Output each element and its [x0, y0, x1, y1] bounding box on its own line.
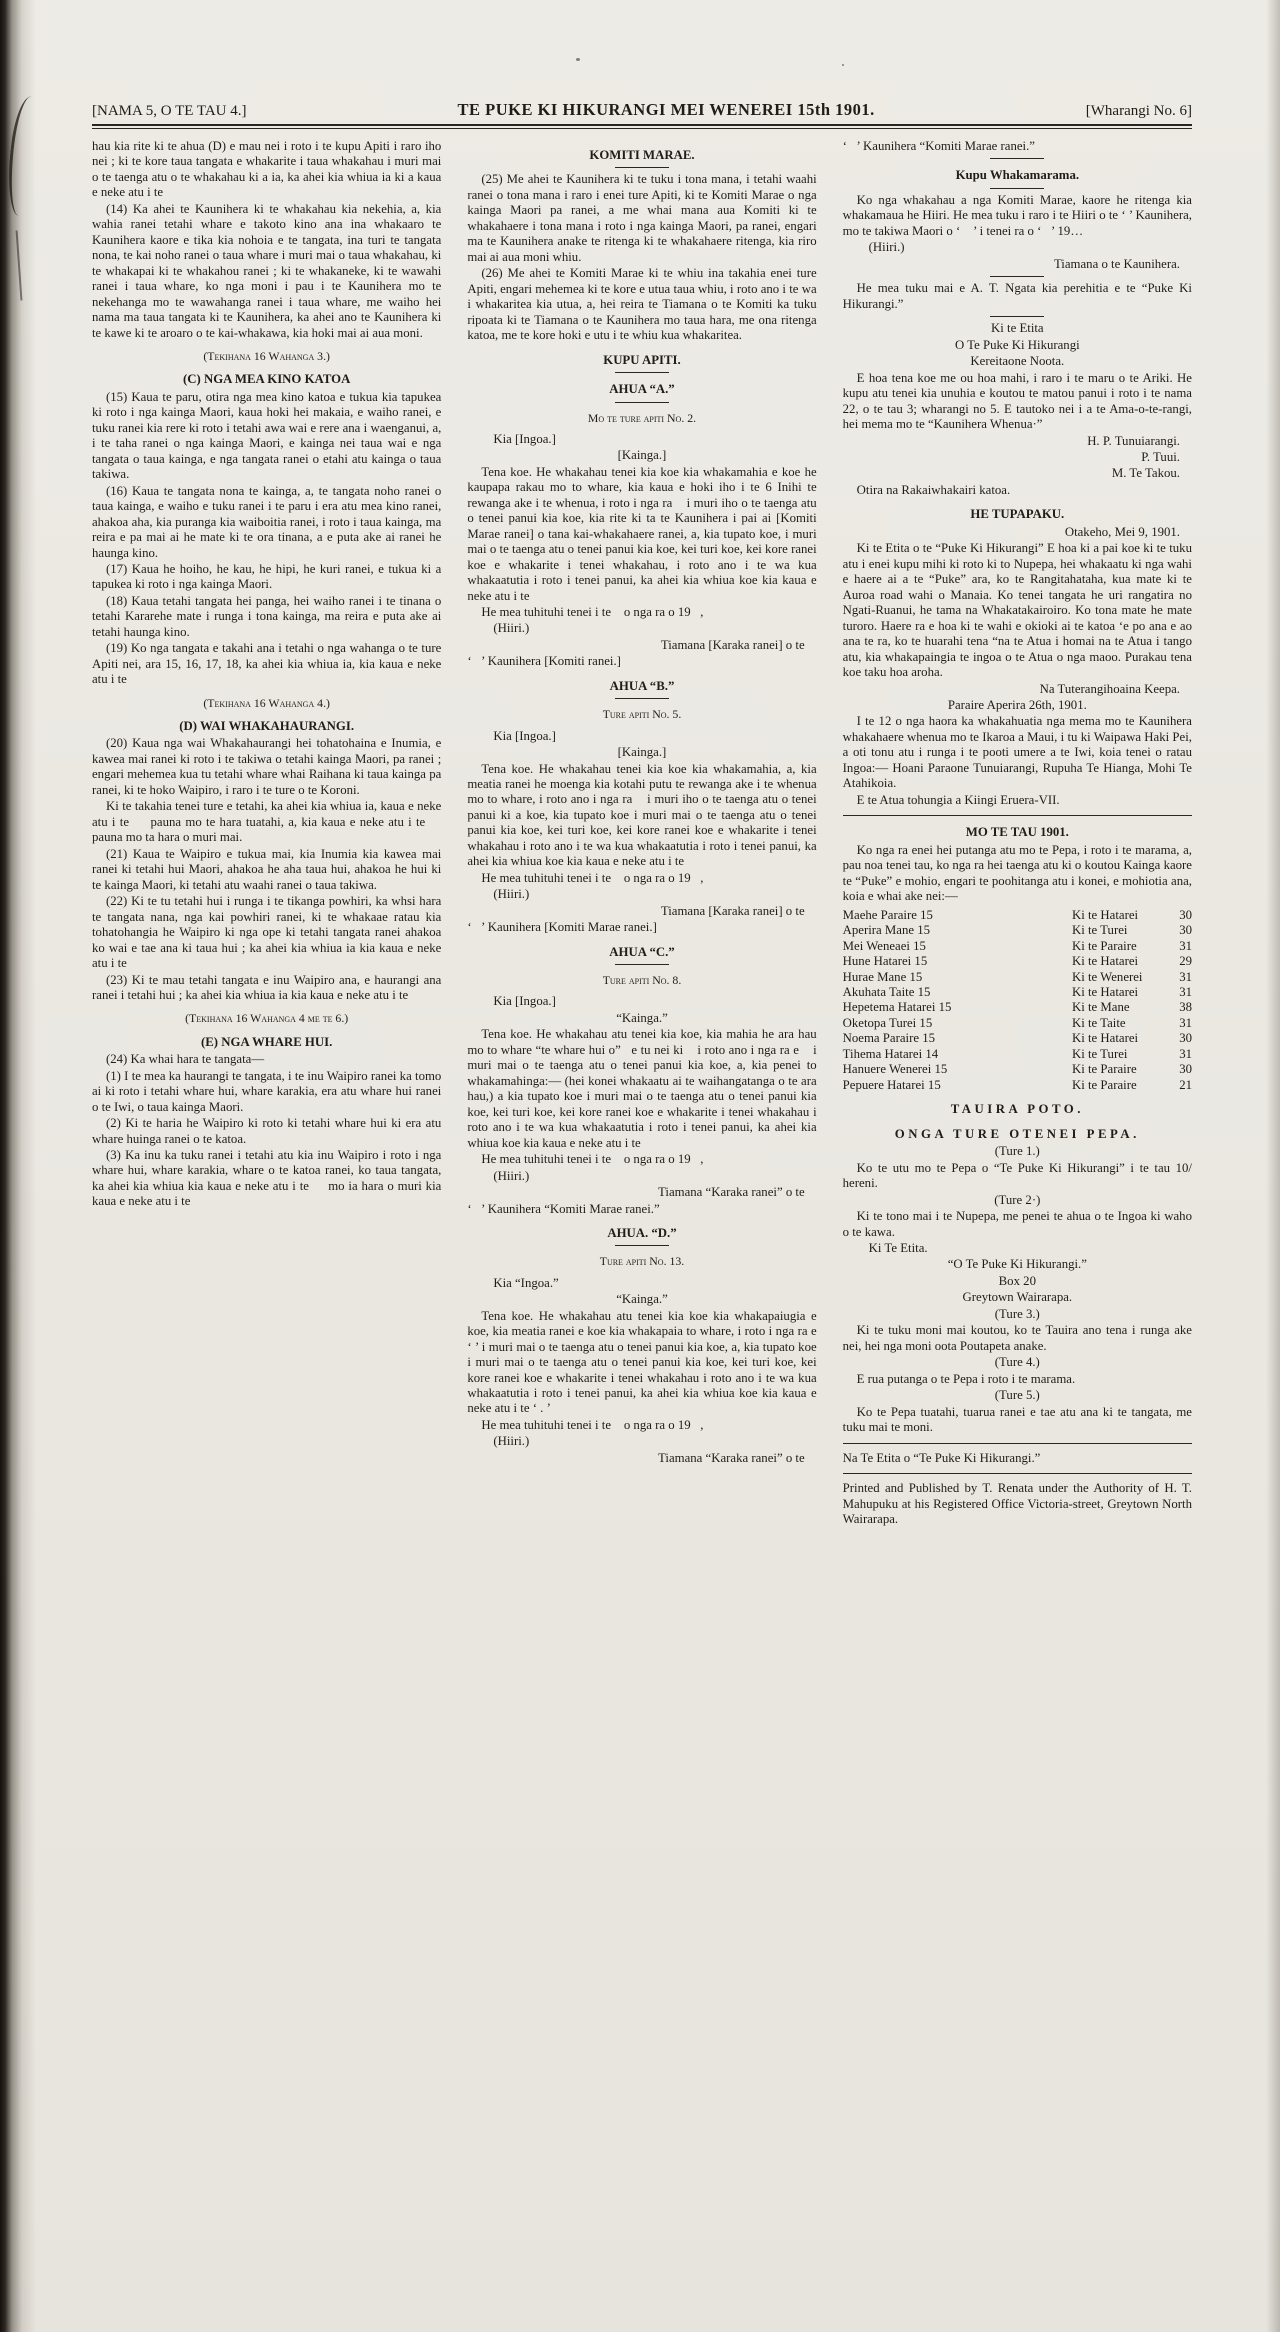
right-aligned-line: M. Te Takou.: [1111, 466, 1180, 481]
schedule-number: 30: [1179, 907, 1192, 922]
section-divider: [615, 167, 669, 168]
spaced-heading: TAUIRA POTO.: [950, 1102, 1084, 1117]
section-divider: [990, 276, 1044, 277]
paragraph: Na Te Etita o “Te Puke Ki Hikurangi.”: [842, 1450, 1041, 1465]
schedule-date: Akuhata Taite 15: [842, 984, 931, 999]
masthead: [92, 100, 1192, 120]
schedule-date: Hurae Mane 15: [842, 969, 923, 984]
paragraph: (23) Ki te mau tetahi tangata e inu Waipiro ana, e haurangi ana ranei i tetahi hui ; ka ahei kia whiua ia kia kaua e neke atu i te: [92, 972, 442, 1002]
paragraph: ‘ ’ Kaunihera “Komiti Marae ranei.”: [842, 139, 1035, 153]
indented-line: Kia “Ingoa.”: [493, 1275, 559, 1290]
paragraph: Ki te tuku moni mai koutou, ko te Tauira ano tena i runga ake nei, hei nga moni oota Poutapeta anake.: [842, 1323, 1192, 1353]
right-aligned-line: P. Tuui.: [1141, 449, 1180, 464]
schedule-date: Tihema Hatarei 14: [842, 1046, 939, 1061]
paragraph: Tena koe. He whakahau tenei kia koe kia whakamahia, a, kia meatia ranei he moenga kia kotahi putu te rewanga ake i te whenua mo to whare, i roto ano i nga ra i muri iho o te taenga atu o tenei panui ki a koe, kia tupato koe i muri mai o te taenga atu o tenei panui kia koe, kei turi koe, kei kore ranei koe e whakarite i tenei whakahau i roto ano i te wa kua whakaatutia i roto i tenei panui, ka ahei kia whiua koe kia kaua e neke atu i te: [467, 761, 817, 869]
right-aligned-line: Tiamana [Karaka ranei] o te: [660, 903, 805, 918]
paragraph: Tena koe. He whakahau atu tenei kia koe kia whakapaiugia e koe, kia meatia ranei e koe kia whakapaia to whare, i roto i nga ra e ‘ ’ i muri mai o te taenga atu o tenei panui kia koe, a, kia tupato koe i muri mai o te taenga atu o tenei panui kia koe, kei turi koe, kei kore ranei koe e whakarite i tenei whakahau i roto ano i te wa kua whakaatutia i roto i tenei panui, ka ahei kia whiua koe kia kaua e neke atu i te ‘ . ’: [467, 1308, 817, 1416]
schedule-row: [843, 923, 1192, 938]
section-heading: AHUA “C.”: [609, 944, 675, 959]
section-heading: KOMITI MARAE.: [589, 148, 695, 162]
schedule-row: [843, 954, 1192, 969]
page-edge-shadow: [1266, 0, 1280, 2332]
column-container: [92, 139, 1192, 1529]
paragraph: (19) Ko nga tangata e takahi ana i tetahi o nga wahanga o te ture Apiti nei, ara 15, 16, 17, 18, ka ahei kia whiua ia, kia kaua e neke atu i te: [92, 641, 442, 687]
paragraph: Ko te Pepa tuatahi, tuarua ranei e tae atu ana ki te tangata, me tuku mai te moni.: [842, 1404, 1192, 1435]
indented-line: (Hiiri.): [493, 887, 530, 902]
paragraph: He mea tuhituhi tenei i te o nga ra o 19 ,: [481, 604, 704, 619]
centered-line: “O Te Puke Ki Hikurangi.”: [947, 1257, 1087, 1272]
schedule-row: [843, 970, 1192, 985]
indented-line: Kia [Ingoa.]: [493, 994, 556, 1009]
section-reference: (Tekihana 16 Wahanga 4 me te 6.): [185, 1011, 349, 1026]
schedule-number: 31: [1179, 1046, 1192, 1061]
schedule-row: [843, 1016, 1192, 1031]
paragraph: He mea tuhituhi tenei i te o nga ra o 19 ,: [481, 1152, 704, 1167]
section-heading: HE TUPAPAKU.: [970, 507, 1065, 522]
paragraph: (21) Kaua te Waipiro e tukua mai, kia Inumia kia kawea mai ranei ki tetahi hui Maori, ahakoa he aha taua hui, ahakoa he hui ki te kainga Maori, ki tetahi atu waahi ranei o taua takiwa.: [92, 846, 442, 892]
schedule-day: Ki te Hatarei: [1071, 1031, 1139, 1046]
paragraph: (2) Ki te haria he Waipiro ki roto ki tetahi whare hui ki era atu whare huinga ranei o te katoa.: [92, 1116, 442, 1146]
schedule-row: [843, 1062, 1192, 1077]
paragraph: He mea tuhituhi tenei i te o nga ra o 19 ,: [481, 870, 704, 885]
schedule-date: Pepuere Hatarei 15: [842, 1077, 941, 1092]
paragraph: Ki te takahia tenei ture e tetahi, ka ahei kia whiua ia, kaua e neke atu i te pauna mo te hara tuatahi, a, kia kaua e neke atu i te pauna mo ta hara o muri mai.: [92, 799, 442, 845]
paragraph: Ko nga whakahau a nga Komiti Marae, kaore he ritenga kia whakamaua he Hiiri. He mea tuku i raro i te Hiiri o te ‘ ’ Kaunihera, mo te takiwa Maori o ‘ ’ i tenei ra o ‘ ’ 19…: [842, 192, 1192, 238]
indented-line: (Hiiri.): [493, 1434, 530, 1449]
centered-line: Greytown Wairarapa.: [962, 1290, 1073, 1305]
section-heading: Kupu Whakamarama.: [955, 168, 1080, 183]
section-heading: AHUA “B.”: [609, 678, 675, 693]
paragraph: ‘ ’ Kaunihera “Komiti Marae ranei.”: [467, 1201, 660, 1216]
schedule-number: 30: [1179, 1031, 1192, 1046]
schedule-day: Ki te Mane: [1071, 1000, 1130, 1015]
paragraph: (25) Me ahei te Kaunihera ki te tuku i tona mana, i tetahi waahi ranei o tona mana i raro i enei ture Apiti, ki te Komiti Marae o nga kainga Maori pa ranei, a me whai mana aua Komiti ki te whakahaere i tona mana i roto i nga kainga Maori, pa ranei, engari ma te Kaunihera anake te ritenga ki te whakahaere ritenga, kia riro mai ai aua moni whiu.: [467, 172, 817, 264]
centered-line: (Ture 3.): [994, 1306, 1040, 1321]
centered-line: Kereitaone Noota.: [970, 354, 1065, 369]
schedule-date: Hanuere Wenerei 15: [842, 1062, 948, 1077]
paragraph: (3) Ka inu ka tuku ranei i tetahi atu kia inu Waipiro i roto i nga whare hui, whare karakia, whare o te katoa ranei, ko taua tangata, ka ahei kia whiua kia kaua e neke atu i te mo ia hara o muri kia kaua e neke atu i te: [92, 1147, 442, 1209]
centered-line: “Kainga.”: [616, 1292, 668, 1307]
paragraph: ‘ ’ Kaunihera [Komiti Marae ranei.]: [467, 920, 657, 935]
section-reference: (Tekihana 16 Wahanga 4.): [203, 695, 330, 710]
paragraph: (16) Kaua te tangata nona te kainga, a, te tangata noho ranei o taua kainga, e waiho e tuku ranei i te paru i era atu mea kino ranei, ahakoa aha, kia puranga kia waiboitia ranei, i roto i taua kainga, ma reira e pa mai ai he mate ki te ora tinana, a e puta ake ai ranei he haunga kino.: [92, 483, 442, 560]
column-rule: [843, 815, 1192, 816]
schedule-number: 21: [1179, 1077, 1192, 1092]
paragraph: (14) Ka ahei te Kaunihera ki te whakahau kia nekehia, a, kia wahia ranei tetahi whare e takoto kino ana ina whakaaro te Kaunihera kaore e tika kia nohoia e te tangata, ina turi te tangata nona, te kai noho ranei o taua whare i muri mai o taua whakahau, ki te whakapai ki te whakahou ranei ; ki te whakaneke, ki te wawahi ranei i taua whare, ko nga moni i pau i te Kaunihera mo te nekehanga mo te wawahanga ranei i taua whare, me waiho hei nama ma taua tangata ki te Kaunihera, ka ahei ano te Kaunihera ki te kawe ki te aroaro o te kai-whakawa, kia hoki mai ai aua moni.: [92, 201, 442, 340]
section-divider: [615, 402, 669, 403]
centered-line: Box 20: [998, 1273, 1036, 1288]
paragraph: (18) Kaua tetahi tangata hei panga, hei waiho ranei i te tinana o tetahi Kararehe mate i runga i tona kainga, ma reira e puta ake ai tetahi haunga kino.: [92, 593, 442, 639]
section-reference: (Tekihana 16 Wahanga 3.): [203, 349, 330, 364]
printed-area: [92, 100, 1192, 1529]
schedule-row: [843, 1031, 1192, 1046]
schedule-date: Hune Hatarei 15: [842, 954, 928, 969]
paragraph: ‘ ’ Kaunihera [Komiti ranei.]: [467, 654, 621, 669]
schedule-date: Oketopa Turei 15: [842, 1015, 933, 1030]
paragraph: Tena koe. He whakahau tenei kia koe kia whakamahia e koe he kaupapa rakau mo to whare, kia kaua e hoki iho i te 6 Inihi te rewanga ake i te whenua, i roto i nga ra i muri iho o te taenga atu o tenei panui kia koe, kia rite ki ta te Kaunihera i pai ai [Komiti Marae ranei] o tana kai-whakahaere ranei, a, kia tupato koe, i muri mai o te taenga atu o tenei panui kia koe, kei turi koe, kei kore ranei koe e whakarite i tenei whakahau, i roto ano i te wa kua whakaatutia i roto i tenei panui, ka ahei kia whiua koe kia kaua e neke atu i te: [467, 464, 817, 603]
paragraph: He mea tuhituhi tenei i te o nga ra o 19 ,: [481, 1417, 704, 1432]
centered-line: (Ture 4.): [994, 1355, 1040, 1370]
column-rule: [843, 1443, 1192, 1444]
paragraph: (17) Kaua he hoiho, he kau, he hipi, he kuri ranei, e tukua ki a tapukea ki roto i nga kainga Maori.: [92, 561, 442, 592]
schedule-day: Ki te Turei: [1071, 1046, 1128, 1061]
indented-line: (Hiiri.): [493, 1168, 530, 1183]
schedule-number: 31: [1179, 984, 1192, 999]
right-aligned-line: Tiamana “Karaka ranei” o te: [658, 1450, 805, 1465]
schedule-date: Hepetema Hatarei 15: [842, 1000, 952, 1015]
section-divider: [615, 964, 669, 965]
paragraph: (26) Me ahei te Komiti Marae ki te whiu ina takahia enei ture Apiti, engari mehemea ki te kore e utua taua whiu, i roto ano i te wa i whakaritea kia utua, a, hei reira te Tiamana o te Komiti ka tuku ripoata ki te Tiamana o te Kaunihera mo taua hara, me ona ritenga katoa, me te kore hoki e utu i te whiu kua whakaritea.: [467, 266, 817, 343]
column-3: [843, 139, 1192, 1529]
section-divider: [615, 372, 669, 373]
section-heading: (E) NGA WHARE HUI.: [201, 1034, 333, 1049]
centered-line: Ki te Etita: [991, 321, 1044, 336]
section-heading: AHUA “A.”: [609, 382, 675, 397]
paragraph: Tena koe. He whakahau atu tenei kia koe, kia mahia he ara hau mo to whare “te whare hui o” e tu nei ki i roto ano i nga ra e i muri mai o te taenga atu o tenei panui kia koe, a, kia penei to whakamahinga:— (hei konei whakaatu ai te waihangatanga o te ara hau,) a kia tupato koe i muri mai o te taenga atu o tenei panui kia koe, kei turi koe, kei kore ranei koe e whakarite i tenei whakahau i roto ano i te wa kua whakaatutia i roto i tenei panui, ka ahei kia whiua koe kia kaua e neke atu i te: [467, 1027, 817, 1150]
paragraph: E hoa tena koe me ou hoa mahi, i raro i te maru o te Ariki. He kupu atu tenei kia unuhia e koutou te matou panui i roto i te nama 22, o te tau 3; wharangi no 5. E tautoko nei i a te Ama-o-te-rangi, hei mema mo te “Kaunihera Whenua·”: [842, 370, 1192, 432]
paragraph: (22) Ki te tu tetahi hui i runga i te tikanga powhiri, ka whsi hara te tangata nana, nga kai powhiri ranei, ki te whakaae ratau kia tohatohangia he Waipiro ki nga ope ki tetahi tangata ranei ahakoa ko wai e tae ana ki taua hui ; ka ahei kia whiua ia kia kaua e neke atu i te: [92, 894, 442, 971]
section-reference: Ture apiti No. 8.: [602, 973, 682, 988]
schedule-day: Ki te Taite: [1071, 1015, 1126, 1030]
section-reference: Mo te ture apiti No. 2.: [587, 410, 697, 425]
paragraph: (15) Kaua te paru, otira nga mea kino katoa e tukua kia tapukea ki roto i nga kainga Maori, kaua hoki hei makaia, e waiho ranei, e tuku ranei kia rere ki roto i tetahi awa wai e rere ana i waenganui, a, i te taha ranei o nga kainga Maori, e kainga nei taua wai e nga tangata o taua kainga, e nga tangata ranei o etahi atu kainga o taua takiwa.: [92, 389, 442, 482]
paragraph: He mea tuku mai e A. T. Ngata kia perehitia e te “Puke Ki Hikurangi.”: [842, 281, 1192, 311]
section-heading: MO TE TAU 1901.: [965, 825, 1069, 840]
schedule-row: [843, 1078, 1192, 1093]
schedule-table: [843, 908, 1192, 1094]
schedule-number: 31: [1179, 1015, 1192, 1030]
paragraph: Ko nga ra enei hei putanga atu mo te Pepa, i roto i te marama, a, pau noa tenei tau, ko nga ra hei taenga atu ki o koutou Kainga kaore te “Puke” e mohio, engari te poohitanga atu i konei, e mohiotia ana, koia e whai ake nei:—: [842, 842, 1192, 904]
centered-line: [Kainga.]: [617, 448, 667, 463]
schedule-number: 31: [1179, 969, 1192, 984]
indented-line: Kia [Ingoa.]: [493, 431, 556, 446]
schedule-day: Ki te Paraire: [1071, 938, 1137, 953]
schedule-row: [843, 1047, 1192, 1062]
right-aligned-line: H. P. Tunuiarangi.: [1087, 433, 1180, 448]
column-rule: [843, 1473, 1192, 1474]
issue-number: [NAMA 5, O TE TAU 4.]: [92, 103, 247, 119]
paragraph: (20) Kaua nga wai Whakahaurangi hei tohatohaina e Inumia, e kawea mai ranei ki roto i te takiwa o tetahi kainga Maori, pa ranei ; engari mehemea kua tu tetahi whare whai Raihana ki taua kainga pa ranei, ki te hoko Waipiro, i raro i te ture o te Koroni.: [92, 736, 442, 797]
paragraph: (24) Ka whai hara te tangata—: [106, 1052, 265, 1067]
paragraph: I te 12 o nga haora ka whakahuatia nga mema mo te Kaunihera whakahaere whenua mo te Ikaroa a Maui, i tu ki Waipawa Haki Pei, a oti tonu atu i runga i te pooti umere a te Iwi, koia tenei o ratau Ingoa:— Hoani Paraone Tunuiarangi, Rupuha Te Hianga, Mohi Te Atahikoia.: [842, 714, 1192, 791]
right-aligned-line: Tiamana “Karaka ranei” o te: [658, 1185, 805, 1200]
paragraph: hau kia rite ki te ahua (D) e mau nei i roto i te kupu Apiti i raro iho nei ; ki te kore taua tangata e whakarite i taua whakahau i muri mai o te taenga atu o te whakahau ki a ia, ka ahei kia whiua ia ki a kaua e neke atu i te: [92, 139, 442, 200]
right-aligned-line: Tiamana o te Kaunihera.: [1053, 256, 1180, 271]
paragraph: Ki te tono mai i te Nupepa, me penei te ahua o te Ingoa ki waho o te kawa.: [842, 1209, 1192, 1239]
section-reference: Ture apiti No. 5.: [602, 707, 682, 722]
right-aligned-line: Otakeho, Mei 9, 1901.: [1064, 524, 1180, 539]
indented-line: (Hiiri.): [493, 621, 530, 636]
paragraph: Ko te utu mo te Pepa o “Te Puke Ki Hikurangi” i te tau 10/ hereni.: [842, 1160, 1192, 1191]
section-heading: KUPU APITI.: [603, 352, 681, 367]
schedule-number: 30: [1179, 1062, 1192, 1077]
section-divider: [990, 188, 1044, 189]
schedule-row: [843, 939, 1192, 954]
section-heading: (D) WAI WHAKAHAURANGI.: [179, 719, 355, 733]
right-aligned-line: Tiamana [Karaka ranei] o te: [660, 637, 805, 652]
centered-line: (Ture 2·): [994, 1192, 1041, 1207]
section-divider: [990, 316, 1044, 317]
schedule-number: 38: [1179, 1000, 1192, 1015]
paragraph: Ki te Etita o te “Puke Ki Hikurangi” E hoa ki a pai koe ki te tuku atu i enei kupu mihi ki roto ki to Nupepa, hei whakaatu ki nga wahi e haere ai a te “Puke” ara, ko te Rangitahataha, kua mate ki te Auroa road wahi o Manaia. Ko tenei tangata he uri rangatira no Ngati-Ruanui, he tama na Whakatakairoiro. Ko tona mate he mate turoro. Haere ra e hoa ki te wahi e okioki ai te katoa ‘e po ana e ao ana te ra, ko te huarahi tena “na te Atua i homai na te Atua i tango atu, kia whakapaingia te ingoa o te Atua o nga maoo. Purakau tena koe taku hoa aroha.: [842, 541, 1192, 680]
schedule-day: Ki te Hatarei: [1071, 907, 1139, 922]
schedule-date: Maehe Paraire 15: [842, 907, 933, 922]
schedule-day: Ki te Paraire: [1071, 1062, 1137, 1077]
centered-line: (Ture 5.): [994, 1388, 1040, 1403]
newspaper-title: TE PUKE KI HIKURANGI MEI WENEREI 15th 1901.: [457, 100, 875, 119]
column-1: [92, 139, 441, 1529]
schedule-date: Mei Weneaei 15: [842, 938, 926, 953]
schedule-number: 30: [1179, 923, 1192, 938]
schedule-day: Ki te Paraire: [1071, 1077, 1137, 1092]
schedule-row: [843, 1000, 1192, 1015]
schedule-date: Noema Paraire 15: [842, 1031, 936, 1046]
centered-line: [Kainga.]: [617, 745, 667, 760]
schedule-row: [843, 985, 1192, 1000]
column-2: [467, 139, 816, 1529]
page-number: [Wharangi No. 6]: [1085, 103, 1192, 119]
centered-line: O Te Puke Ki Hikurangi: [954, 337, 1080, 352]
schedule-day: Ki te Wenerei: [1071, 969, 1143, 984]
section-divider: [615, 1245, 669, 1246]
spaced-heading: ONGA TURE OTENEI PEPA.: [894, 1126, 1140, 1141]
schedule-number: 31: [1179, 938, 1192, 953]
section-reference: Ture apiti No. 13.: [599, 1254, 685, 1269]
section-divider: [615, 698, 669, 699]
indented-line: Ki Te Etita.: [868, 1241, 928, 1255]
indented-line: (Hiiri.): [868, 240, 905, 255]
binding-shadow: [0, 0, 36, 2332]
paragraph: (1) I te mea ka haurangi te tangata, i te inu Waipiro ranei ka tomo ai ki roto i tetahi whare hui, whare karakia, era atu whare hui ranei o te Iwi, o taua kainga Maori.: [92, 1068, 442, 1114]
schedule-day: Ki te Turei: [1071, 923, 1128, 938]
paragraph: E rua putanga o te Pepa i roto i te marama.: [856, 1371, 1076, 1386]
centered-line: (Ture 1.): [994, 1144, 1040, 1159]
masthead-double-rule: [92, 124, 1192, 129]
right-aligned-line: Na Tuterangihoaina Keepa.: [1039, 681, 1180, 696]
section-heading: AHUA. “D.”: [607, 1225, 677, 1240]
section-heading: (C) NGA MEA KINO KATOA: [183, 372, 351, 387]
paragraph: Printed and Published by T. Renata under the Authority of H. T. Mahupuku at his Registered Office Victoria-street, Greytown North Wairarapa.: [842, 1481, 1192, 1527]
paragraph: E te Atua tohungia a Kiingi Eruera-VII.: [856, 792, 1060, 807]
paragraph: Otira na Rakaiwhakairi katoa.: [856, 482, 1011, 497]
schedule-date: Aperira Mane 15: [842, 923, 931, 938]
centered-line: “Kainga.”: [616, 1010, 668, 1025]
schedule-number: 29: [1179, 954, 1192, 969]
indented-line: Kia [Ingoa.]: [493, 728, 556, 743]
centered-line: Paraire Aperira 26th, 1901.: [947, 698, 1087, 712]
schedule-day: Ki te Hatarei: [1071, 984, 1139, 999]
schedule-row: [843, 908, 1192, 923]
ink-speck: [576, 58, 580, 61]
section-divider: [990, 158, 1044, 159]
ink-speck: [842, 64, 844, 66]
schedule-day: Ki te Hatarei: [1071, 954, 1139, 969]
